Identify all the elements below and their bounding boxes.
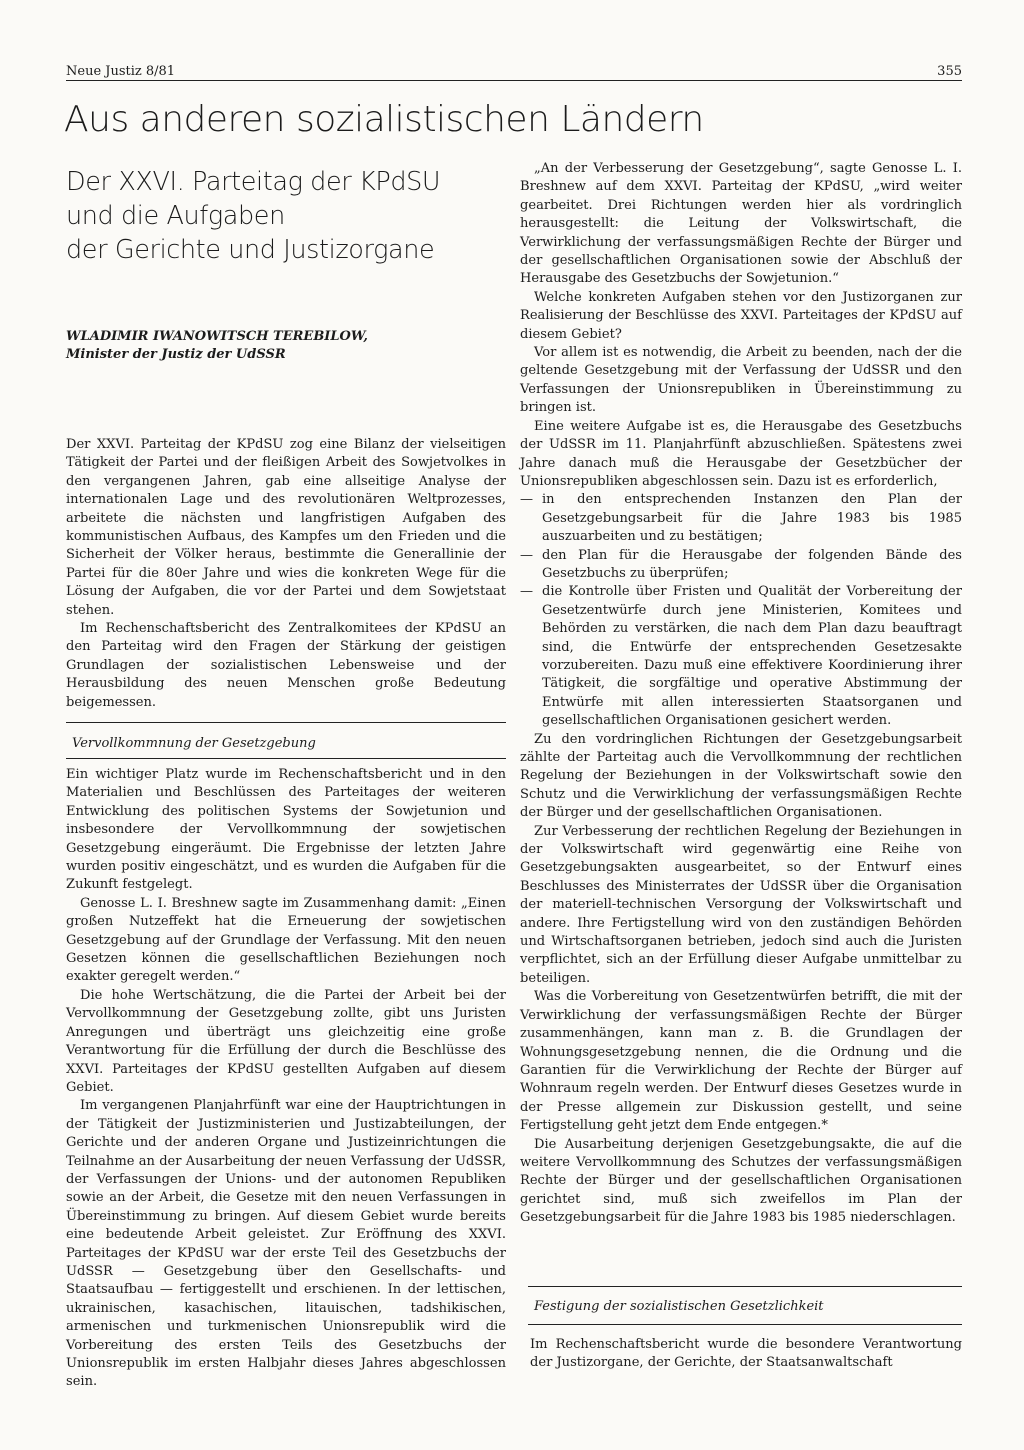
article-title <box>66 165 506 267</box>
paragraph: Im Rechenschaftsbericht wurde die besondere Verantwortung der Justizorgane, der Gerichte, der Staatsanwaltschaft <box>530 1337 962 1371</box>
paragraph: Im Rechenschaftsbericht des Zentralkomitees der KPdSU an den Parteitag wird den Fragen der Stärkung der geistigen Grundlagen der sozialistischen Lebensweise und der Herausbildung des neuen Menschen große Bedeutung beigemessen. <box>66 621 506 710</box>
section-rule <box>66 722 506 723</box>
author-block <box>66 328 506 364</box>
paragraph: Die Ausarbeitung derjenigen Gesetzgebungsakte, die auf die weitere Vervollkommnung des Schutzes der verfassungsmäßigen Rechte der Bürger und der gesellschaftlichen Organisationen gerichtet sind, muß sich zweifellos im Plan der Gesetzgebungsarbeit für die Jahre 1983 bis 1985 niederschlagen. <box>520 1136 962 1226</box>
author-name: WLADIMIR IWANOWITSCH TEREBILOW, <box>66 329 368 344</box>
author-role: Minister der Justiz der UdSSR <box>66 347 286 362</box>
paragraph: Vor allem ist es notwendig, die Arbeit zu beenden, nach der die geltende Gesetzgebung mit der Verfassung der UdSSR und den Verfassungen der Unionsrepubliken in Übereinstimmung zu bringen ist. <box>520 345 962 416</box>
section-rule <box>528 1324 962 1325</box>
running-head <box>66 64 962 84</box>
intro-text <box>66 436 506 712</box>
journal-issue: Neue Justiz 8/81 <box>66 64 176 79</box>
header-rule <box>66 80 962 81</box>
section2-text <box>530 1336 962 1373</box>
paragraph: Im vergangenen Planjahrfünft war eine der Hauptrichtungen in der Tätigkeit der Justizministerien und Justizabteilungen, der Gerichte und der anderen Organe und Justizeinrichtungen die Teilnahme an der Ausarbeitung der neuen Verfassung der UdSSR, der Verfassungen der Unions- und der autonomen Republiken sowie an der Arbeit, die Gesetze mit den neuen Verfassungen in Übereinstimmung zu bringen. Auf diesem Gebiet wurde bereits eine bedeutende Arbeit geleistet. Zur Eröffnung des XXVI. Parteitages der KPdSU war der erste Teil des Gesetzbuchs der UdSSR — Gesetzgebung über den Gesellschafts- und Staatsaufbau — fertiggestellt und erschienen. In der lettischen, ukrainischen, kasachischen, litauischen, tadshikischen, armenischen und turkmenischen Unionsrepublik wird die Vorbereitung des ersten Teils des Gesetzbuchs der Unionsrepublik im ersten Halbjahr dieses Jahres abgeschlossen sein. <box>66 1098 506 1390</box>
article-title-line: Der XXVI. Parteitag der KPdSU <box>66 167 441 197</box>
article-title-line: und die Aufgaben <box>66 201 285 231</box>
paragraph: „An der Verbesserung der Gesetzgebung“, sagte Genosse L. I. Breshnew auf dem XXVI. Parteitag der KPdSU, „wird weiter gearbeitet. Drei Richtungen werden hier als vordringlich herausgestellt: die Leitung der Volkswirtschaft, die Verwirklichung der verfassungsmäßigen Rechte der Bürger und der gesellschaftlichen Organisationen sowie der Abschluß der Herausgabe des Gesetzbuchs der Sowjetunion.“ <box>520 161 962 287</box>
paragraph: Eine weitere Aufgabe ist es, die Herausgabe des Gesetzbuchs der UdSSR im 11. Planjahrfünft abzuschließen. Spätestens zwei Jahre danach muß die Herausgabe der Gesetzbücher der Unionsrepubliken abgeschlossen sein. Dazu ist es erforderlich, <box>520 418 962 489</box>
paragraph: Die hohe Wertschätzung, die die Partei der Arbeit bei der Vervollkommnung der Gesetzgebung zollte, gibt uns Juristen Anregungen und überträgt uns gleichzeitig eine große Verantwortung für die Erfüllung der durch die Beschlüsse des XXVI. Parteitages der KPdSU gestellten Aufgaben auf diesem Gebiet. <box>66 987 506 1095</box>
section1-text <box>66 766 506 1392</box>
paragraph: Zur Verbesserung der rechtlichen Regelung der Beziehungen in der Volkswirtschaft wird gegenwärtig eine Reihe von Gesetzgebungsakten ausgearbeitet, so der Entwurf eines Beschlusses des Ministerrates der UdSSR über die Organisation der materiell-technischen Versorgung der Volkswirtschaft und andere. Ihre Fertigstellung wird von den zuständigen Behörden und Wirtschaftsorganen betrieben, jedoch sind auch die Juristen verpflichtet, sich an der Erfüllung dieser Aufgabe unmittelbar zu beteiligen. <box>520 823 962 986</box>
list-item: — die Kontrolle über Fristen und Qualität der Vorbereitung der Gesetzentwürfe durch jene Ministerien, Komitees und Behörden zu verstärken, die nach dem Plan dazu beauftragt sind, die Entwürfe der entsprechenden Gesetzesakte vorzubereiten. Dazu muß eine effektivere Koordinierung ihrer Tätigkeit, die sorgfältige und operative Abstimmung der Entwürfe mit allen interessierten Staatsorganen und gesellschaftlichen Organisationen gesichert werden. <box>520 583 962 730</box>
right-column-text <box>520 160 962 1228</box>
list-item: — den Plan für die Herausgabe der folgenden Bände des Gesetzbuchs zu überprüfen; <box>520 547 962 584</box>
article-title-line: der Gerichte und Justizorgane <box>66 235 435 265</box>
paragraph: Genosse L. I. Breshnew sagte im Zusammenhang damit: „Einen großen Nutzeffekt hat die Erneuerung der sowjetischen Gesetzgebung auf der Grundlage der Verfassung. Mit den neuen Gesetzen können die gesellschaftlichen Beziehungen noch exakter geregelt werden.“ <box>66 895 506 985</box>
subhead-festigung: Festigung der sozialistischen Gesetzlichkeit <box>534 1299 824 1314</box>
paragraph: Der XXVI. Parteitag der KPdSU zog eine Bilanz der vielseitigen Tätigkeit der Partei und der fleißigen Arbeit des Sowjetvolkes in den vergangenen Jahren, gab eine allseitige Analyse der internationalen Lage und des revolutionären Weltprozesses, arbeitete die nächsten und langfristigen Aufgaben des kommunistischen Aufbaus, des Kampfes um den Frieden und die Sicherheit der Völker heraus, bestimmte die Generallinie der Partei für die 80er Jahre und wies die konkreten Wege für die Lösung der Aufgaben, die vor der Partei und dem Sowjetstaat stehen. <box>66 437 506 618</box>
task-list <box>520 491 962 730</box>
page-number: 355 <box>937 64 962 79</box>
section-rule <box>528 1286 962 1287</box>
paragraph: Zu den vordringlichen Richtungen der Gesetzgebungsarbeit zählte der Parteitag auch die Vervollkommnung der rechtlichen Regelung der Beziehungen in der Volkswirtschaft sowie den Schutz und die Verwirklichung der verfassungsmäßigen Rechte der Bürger und der gesellschaftlichen Organisationen. <box>520 731 962 821</box>
section-title: Aus anderen sozialistischen Ländern <box>64 99 704 140</box>
paragraph: Ein wichtiger Platz wurde im Rechenschaftsbericht und in den Materialien und Beschlüssen des Parteitages der weiteren Entwicklung des politischen Systems der Sowjetunion und insbesondere der Vervollkommnung der sowjetischen Gesetzgebung eingeräumt. Die Ergebnisse der letzten Jahre wurden positiv eingeschätzt, und es wurden die Aufgaben für die Zukunft festgelegt. <box>66 767 506 893</box>
paragraph: Welche konkreten Aufgaben stehen vor den Justizorganen zur Realisierung der Beschlüsse des XXVI. Parteitages der KPdSU auf diesem Gebiet? <box>520 289 962 342</box>
subhead-vervollkommnung: Vervollkommnung der Gesetzgebung <box>72 736 316 751</box>
paragraph: Was die Vorbereitung von Gesetzentwürfen betrifft, die mit der Verwirklichung der verfassungsmäßigen Rechte der Bürger zusammenhängen, kann man z. B. die Grundlagen der Wohnungsgesetzgebung nennen, die die Ordnung und die Garantien für die Verwirklichung der Rechte der Bürger auf Wohnraum regeln werden. Der Entwurf dieses Gesetzes wurde in der Presse allgemein zur Diskussion gestellt, und seine Fertigstellung geht jetzt dem Ende entgegen.* <box>520 989 962 1134</box>
list-item: — in den entsprechenden Instanzen den Plan der Gesetzgebungsarbeit für die Jahre 1983 bis 1985 auszuarbeiten und zu bestätigen; <box>520 491 962 546</box>
section-rule <box>66 758 506 759</box>
